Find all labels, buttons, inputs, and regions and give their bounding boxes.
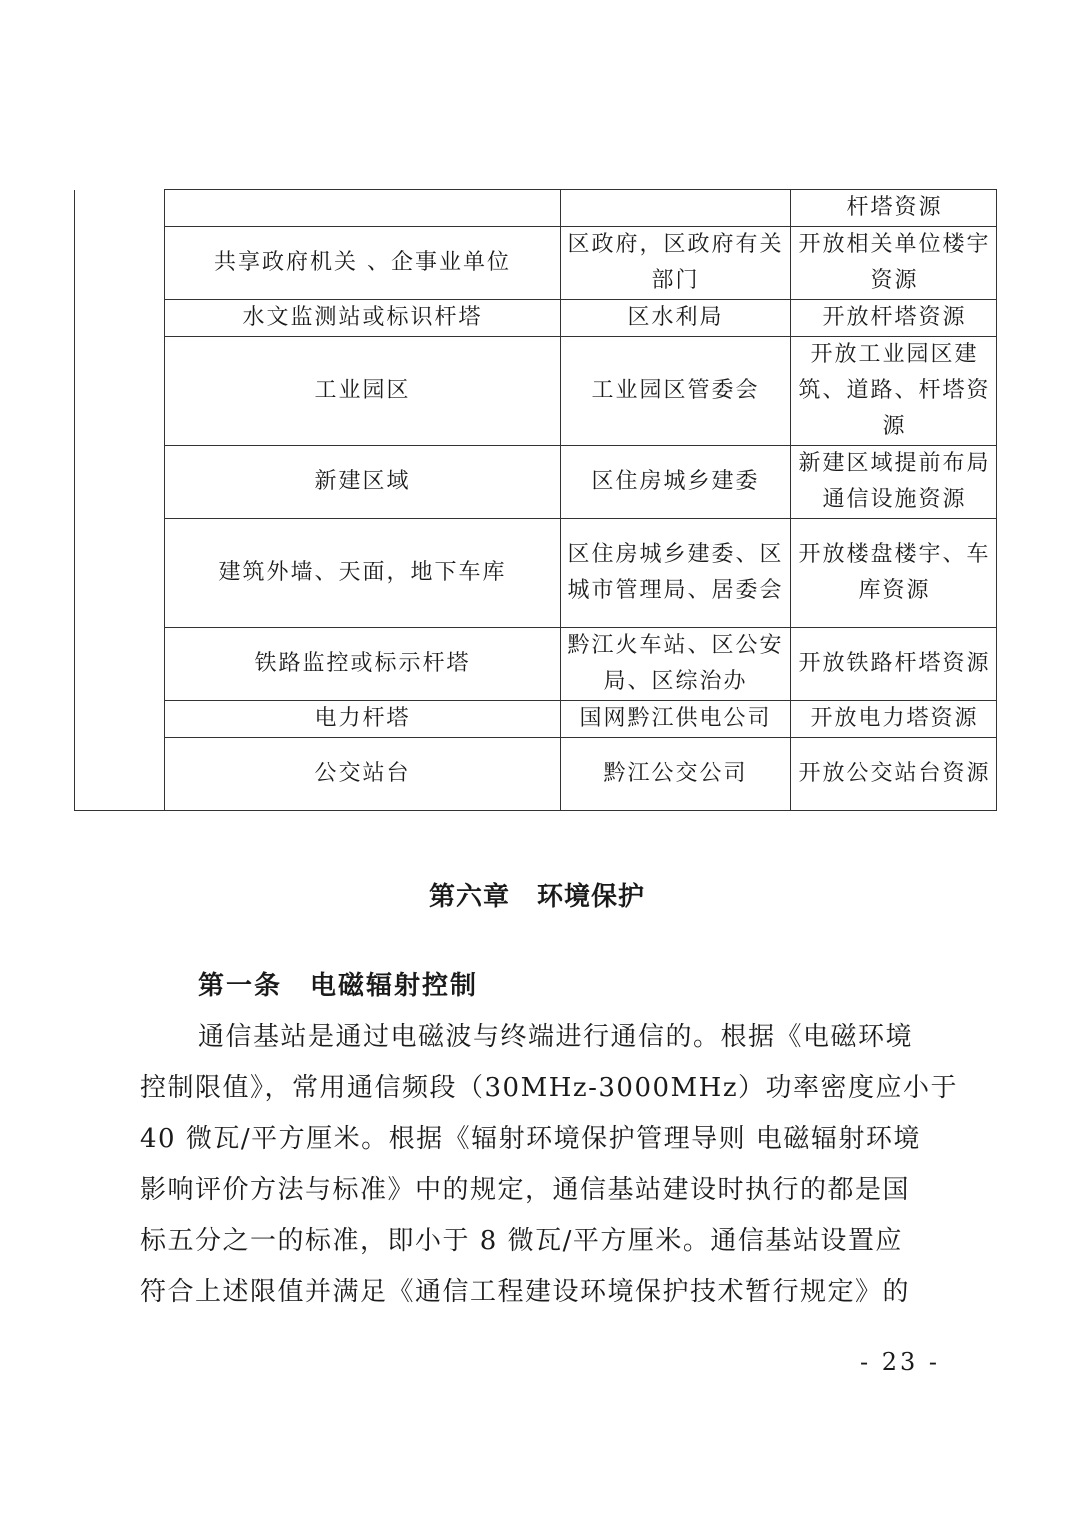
index-cell (75, 337, 165, 446)
measure-cell: 开放铁路杆塔资源 (791, 628, 997, 701)
body-line: 符合上述限值并满足《通信工程建设环境保护技术暂行规定》的 (140, 1277, 911, 1307)
department-cell: 工业园区管委会 (561, 337, 791, 446)
body-line: 影响评价方法与标准》中的规定，通信基站建设时执行的都是国 (140, 1175, 911, 1205)
body-line: 控制限值》，常用通信频段（30MHz-3000MHz）功率密度应小于 (140, 1073, 959, 1103)
department-cell: 区住房城乡建委、区城市管理局、居委会 (561, 519, 791, 628)
page-number: - 23 - (860, 1348, 941, 1376)
body-line: 标五分之一的标准，即小于 8 微瓦/平方厘米。通信基站设置应 (140, 1226, 903, 1256)
chapter-title: 第六章 环境保护 (428, 882, 645, 912)
table-row (75, 190, 997, 227)
department-cell: 国网黔江供电公司 (561, 701, 791, 738)
department-cell: 区住房城乡建委 (561, 446, 791, 519)
measure-cell: 开放楼盘楼宇、车库资源 (791, 519, 997, 628)
table-row (75, 628, 997, 701)
object-cell: 工业园区 (165, 337, 561, 446)
measure-cell: 开放杆塔资源 (791, 300, 997, 337)
resource-sharing-table (74, 189, 997, 811)
table-row (75, 701, 997, 738)
body-line: 通信基站是通过电磁波与终端进行通信的。根据《电磁环境 (198, 1022, 914, 1052)
object-cell: 公交站台 (165, 738, 561, 811)
table-row (75, 227, 997, 300)
index-cell (75, 701, 165, 738)
index-cell (75, 300, 165, 337)
article-body (140, 1012, 959, 1318)
table-row (75, 738, 997, 811)
body-line: 40 微瓦/平方厘米。根据《辐射环境保护管理导则 电磁辐射环境 (140, 1124, 921, 1154)
table-row (75, 519, 997, 628)
index-cell (75, 446, 165, 519)
department-cell: 区水利局 (561, 300, 791, 337)
measure-cell: 新建区域提前布局通信设施资源 (791, 446, 997, 519)
table-row (75, 337, 997, 446)
object-cell: 水文监测站或标识杆塔 (165, 300, 561, 337)
measure-cell: 开放工业园区建筑、道路、杆塔资源 (791, 337, 997, 446)
object-cell: 新建区域 (165, 446, 561, 519)
article-title: 第一条 电磁辐射控制 (198, 971, 479, 1001)
object-cell: 电力杆塔 (165, 701, 561, 738)
index-cell (75, 190, 165, 227)
department-cell: 区政府，区政府有关部门 (561, 227, 791, 300)
department-cell: 黔江公交公司 (561, 738, 791, 811)
measure-cell: 开放相关单位楼宇资源 (791, 227, 997, 300)
table-row (75, 446, 997, 519)
index-cell (75, 628, 165, 701)
table-row (75, 300, 997, 337)
measure-cell: 开放电力塔资源 (791, 701, 997, 738)
index-cell (75, 227, 165, 300)
department-cell: 黔江火车站、区公安局、区综治办 (561, 628, 791, 701)
index-cell (75, 738, 165, 811)
object-cell (165, 190, 561, 227)
measure-cell: 开放公交站台资源 (791, 738, 997, 811)
object-cell: 共享政府机关 、企事业单位 (165, 227, 561, 300)
object-cell: 建筑外墙、天面，地下车库 (165, 519, 561, 628)
measure-cell: 杆塔资源 (791, 190, 997, 227)
department-cell (561, 190, 791, 227)
index-cell (75, 519, 165, 628)
object-cell: 铁路监控或标示杆塔 (165, 628, 561, 701)
